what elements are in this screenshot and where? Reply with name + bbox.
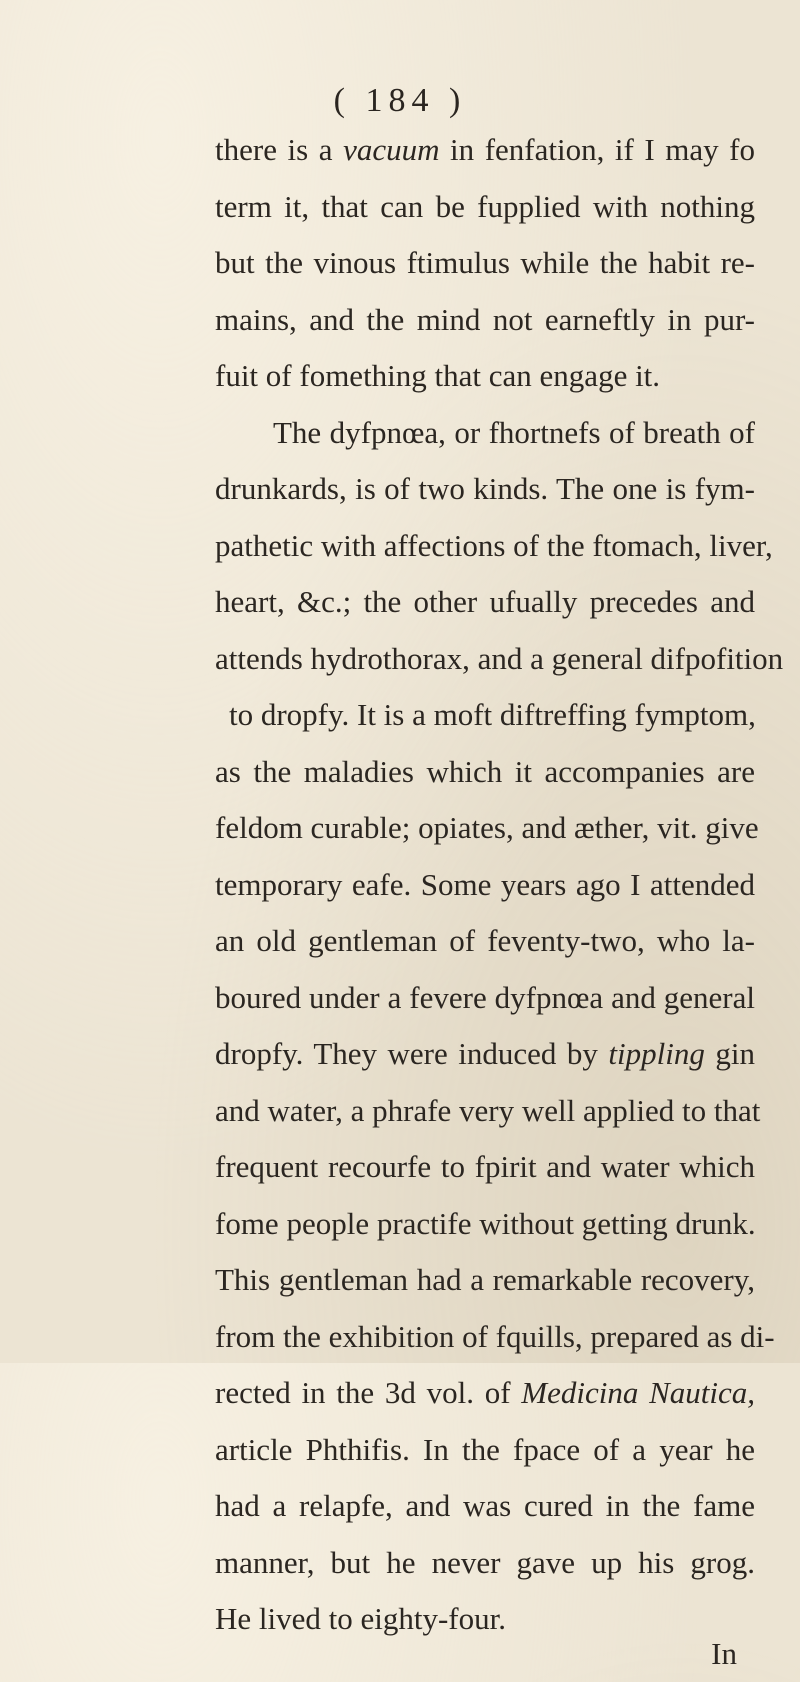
text-run: manner, but he never gave up his grog. [215, 1545, 755, 1580]
text-line [215, 1309, 755, 1366]
body-text [215, 122, 755, 1682]
catchword: In [215, 1626, 755, 1682]
text-run: heart, &c.; the other ufually precedes and [215, 584, 755, 619]
text-run: This gentleman had a remarkable recovery, [215, 1262, 755, 1297]
text-line [215, 687, 755, 744]
text-line [215, 179, 755, 236]
text-run: The dyfpnœa, or fhortnefs of breath of [273, 415, 755, 450]
text-line [215, 235, 755, 292]
text-line [215, 1026, 755, 1083]
text-line [215, 1422, 755, 1479]
text-run: but the vinous ftimulus while the habit re- [215, 245, 755, 280]
text-line [215, 1139, 755, 1196]
text-line [215, 348, 755, 405]
text-run: fome people practife without getting drunk. [215, 1206, 756, 1241]
text-line [215, 744, 755, 801]
text-line [215, 1478, 755, 1535]
text-line [215, 405, 755, 462]
text-run: pathetic with affections of the ftomach, liver, [215, 528, 773, 563]
text-run: mains, and the mind not earneftly in pur- [215, 302, 755, 337]
text-run: gin [705, 1036, 755, 1071]
text-line [215, 1252, 755, 1309]
text-line [215, 1196, 755, 1253]
text-line [215, 631, 755, 688]
text-line [215, 1535, 755, 1592]
text-run: He lived to eighty-four. [215, 1601, 506, 1636]
text-run: to dropfy. It is a moft diftreffing fymptom, [229, 697, 756, 732]
text-line [215, 913, 755, 970]
text-run: temporary eafe. Some years ago I attended [215, 867, 755, 902]
text-line [215, 518, 755, 575]
page-number: ( 184 ) [0, 82, 800, 120]
text-line [215, 461, 755, 518]
text-line [215, 574, 755, 631]
text-line [215, 1365, 755, 1422]
text-run: from the exhibition of fquills, prepared as di- [215, 1319, 775, 1354]
text-run: an old gentleman of feventy-two, who la- [215, 923, 755, 958]
text-run: frequent recourfe to fpirit and water which [215, 1149, 755, 1184]
text-run: attends hydrothorax, and a general difpofition [215, 641, 783, 676]
text-run: term it, that can be fupplied with nothing [215, 189, 755, 224]
text-run: there is a [215, 132, 343, 167]
text-run: dropfy. They were induced by [215, 1036, 608, 1071]
text-run: rected in the 3d vol. of [215, 1375, 521, 1410]
italic-text: vacuum [343, 132, 439, 167]
text-run: boured under a fevere dyfpnœa and general [215, 980, 755, 1015]
italic-text: Medicina Nautica, [521, 1375, 755, 1410]
text-run: as the maladies which it accompanies are [215, 754, 755, 789]
text-run: feldom curable; opiates, and æther, vit. give [215, 810, 759, 845]
text-line [215, 122, 755, 179]
text-run: had a relapfe, and was cured in the fame [215, 1488, 755, 1523]
text-run: in fenfation, if I may fo [439, 132, 755, 167]
text-line [215, 292, 755, 349]
italic-text: tippling [608, 1036, 704, 1071]
text-run: article Phthifis. In the fpace of a year he [215, 1432, 755, 1467]
text-line [215, 800, 755, 857]
text-run: fuit of fomething that can engage it. [215, 358, 660, 393]
text-line [215, 857, 755, 914]
text-line [215, 970, 755, 1027]
text-run: drunkards, is of two kinds. The one is fym- [215, 471, 755, 506]
text-run: and water, a phrafe very well applied to that [215, 1093, 760, 1128]
text-line [215, 1083, 755, 1140]
